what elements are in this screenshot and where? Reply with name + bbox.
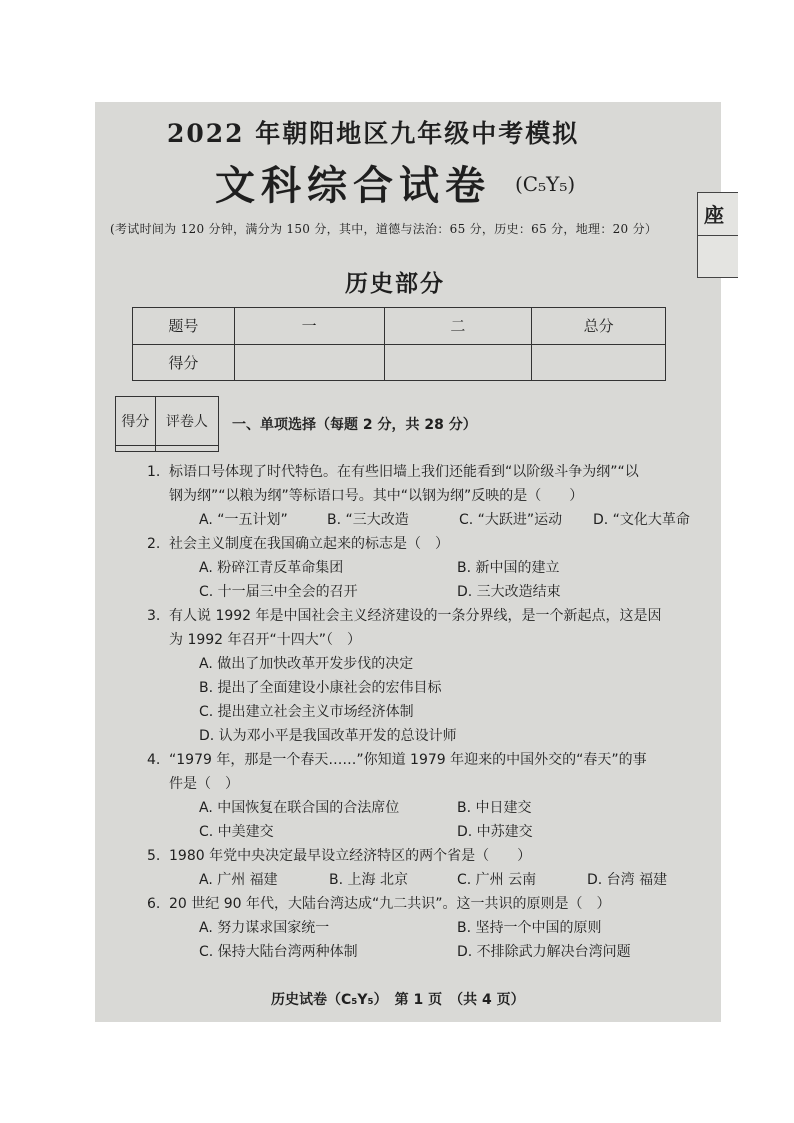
question-stem: 20 世纪 90 年代，大陆台湾达成“九二共识”。这一共识的原则是（ ） — [169, 896, 611, 912]
question-2 — [143, 532, 703, 604]
grader-cell: 得分 — [116, 397, 156, 446]
option-c[interactable]: C. 中美建交 — [199, 824, 274, 840]
question-number: 4. — [147, 752, 161, 768]
page-footer: 历史试卷（C₅Y₅） 第 1 页 （共 4 页） — [271, 992, 525, 1008]
table-row — [133, 344, 666, 381]
exam-subtitle: 文科综合试卷 — [215, 162, 491, 209]
question-stem: 钢为纲”“以粮为纲”等标语口号。其中“以钢为纲”反映的是（ ） — [169, 488, 584, 504]
option-a[interactable]: A. “一五计划” — [199, 512, 288, 528]
option-b[interactable]: B. 上海 北京 — [329, 872, 408, 888]
question-stem: 件是（ ） — [169, 776, 239, 792]
question-stem: 社会主义制度在我国确立起来的标志是（ ） — [169, 536, 449, 552]
exam-paper — [95, 102, 721, 1022]
option-d[interactable]: D. 台湾 福建 — [587, 872, 668, 888]
question-stem: 有人说 1992 年是中国社会主义经济建设的一条分界线，是一个新起点，这是因 — [169, 608, 662, 624]
option-a[interactable]: A. 广州 福建 — [199, 872, 278, 888]
options — [169, 652, 703, 748]
options — [169, 508, 703, 532]
question-list — [143, 460, 703, 964]
option-d[interactable]: D. 中苏建交 — [457, 824, 533, 840]
option-b[interactable]: B. 新中国的建立 — [457, 560, 560, 576]
options — [169, 556, 703, 604]
score-cell: 一 — [234, 308, 384, 345]
table-row — [116, 397, 219, 446]
table-row — [116, 445, 219, 451]
question-stem: 1980 年党中央决定最早设立经济特区的两个省是（ ） — [169, 848, 532, 864]
grader-input-cell[interactable] — [116, 445, 156, 451]
option-c[interactable]: C. 广州 云南 — [457, 872, 537, 888]
option-d[interactable]: D. 不排除武力解决台湾问题 — [457, 944, 631, 960]
seat-number-tab — [697, 192, 738, 278]
exam-note: (考试时间为 120 分钟，满分为 150 分，其中，道德与法治：65 分，历史：65 分，地理：20 分） — [110, 222, 658, 236]
exam-title: 2022 年朝阳地区九年级中考模拟 — [167, 119, 580, 148]
option-a[interactable]: A. 做出了加快改革开发步伐的决定 — [199, 656, 414, 672]
question-stem: 为 1992 年召开“十四大”（ ） — [169, 632, 362, 648]
score-cell: 题号 — [133, 308, 235, 345]
option-d[interactable]: D. 三大改造结束 — [457, 584, 561, 600]
question-stem: “1979 年，那是一个春天……”你知道 1979 年迎来的中国外交的“春天”的事 — [169, 752, 647, 768]
options — [169, 868, 703, 892]
question-number: 1. — [147, 464, 161, 480]
part-one-title: 一、单项选择（每题 2 分，共 28 分） — [232, 417, 477, 433]
option-c[interactable]: C. 十一届三中全会的召开 — [199, 584, 358, 600]
score-cell: 二 — [384, 308, 532, 345]
score-input-cell[interactable] — [384, 344, 532, 381]
question-stem: 标语口号体现了时代特色。在有些旧墙上我们还能看到“以阶级斗争为纲”“以 — [169, 464, 639, 480]
option-c[interactable]: C. 保持大陆台湾两种体制 — [199, 944, 358, 960]
option-c[interactable]: C. 提出建立社会主义市场经济体制 — [199, 704, 414, 720]
options — [169, 916, 703, 964]
option-c[interactable]: C. “大跃进”运动 — [459, 512, 563, 528]
grader-input-cell[interactable] — [155, 445, 218, 451]
divider — [698, 235, 738, 236]
question-number: 6. — [147, 896, 161, 912]
option-b[interactable]: B. 中日建交 — [457, 800, 532, 816]
section-heading: 历史部分 — [345, 270, 445, 297]
option-b[interactable]: B. 提出了全面建设小康社会的宏伟目标 — [199, 680, 442, 696]
question-3 — [143, 604, 703, 748]
option-a[interactable]: A. 粉碎江青反革命集团 — [199, 560, 344, 576]
score-table — [132, 307, 666, 381]
option-a[interactable]: A. 中国恢复在联合国的合法席位 — [199, 800, 400, 816]
question-4 — [143, 748, 703, 844]
question-number: 2. — [147, 536, 161, 552]
question-5 — [143, 844, 703, 892]
question-6 — [143, 892, 703, 964]
grader-table — [115, 396, 219, 452]
score-input-cell[interactable] — [234, 344, 384, 381]
option-b[interactable]: B. 坚持一个中国的原则 — [457, 920, 602, 936]
option-d[interactable]: D. “文化大革命 — [593, 512, 690, 528]
paper-code: (C₅Y₅) — [515, 172, 576, 196]
option-d[interactable]: D. 认为邓小平是我国改革开发的总设计师 — [199, 728, 457, 744]
option-a[interactable]: A. 努力谋求国家统一 — [199, 920, 330, 936]
question-number: 3. — [147, 608, 161, 624]
options — [169, 796, 703, 844]
question-number: 5. — [147, 848, 161, 864]
score-cell: 总分 — [532, 308, 666, 345]
question-1 — [143, 460, 703, 532]
score-input-cell[interactable] — [532, 344, 666, 381]
score-cell: 得分 — [133, 344, 235, 381]
table-row — [133, 308, 666, 345]
seat-label: 座 — [704, 203, 724, 227]
option-b[interactable]: B. “三大改造 — [327, 512, 409, 528]
grader-cell: 评卷人 — [155, 397, 218, 446]
